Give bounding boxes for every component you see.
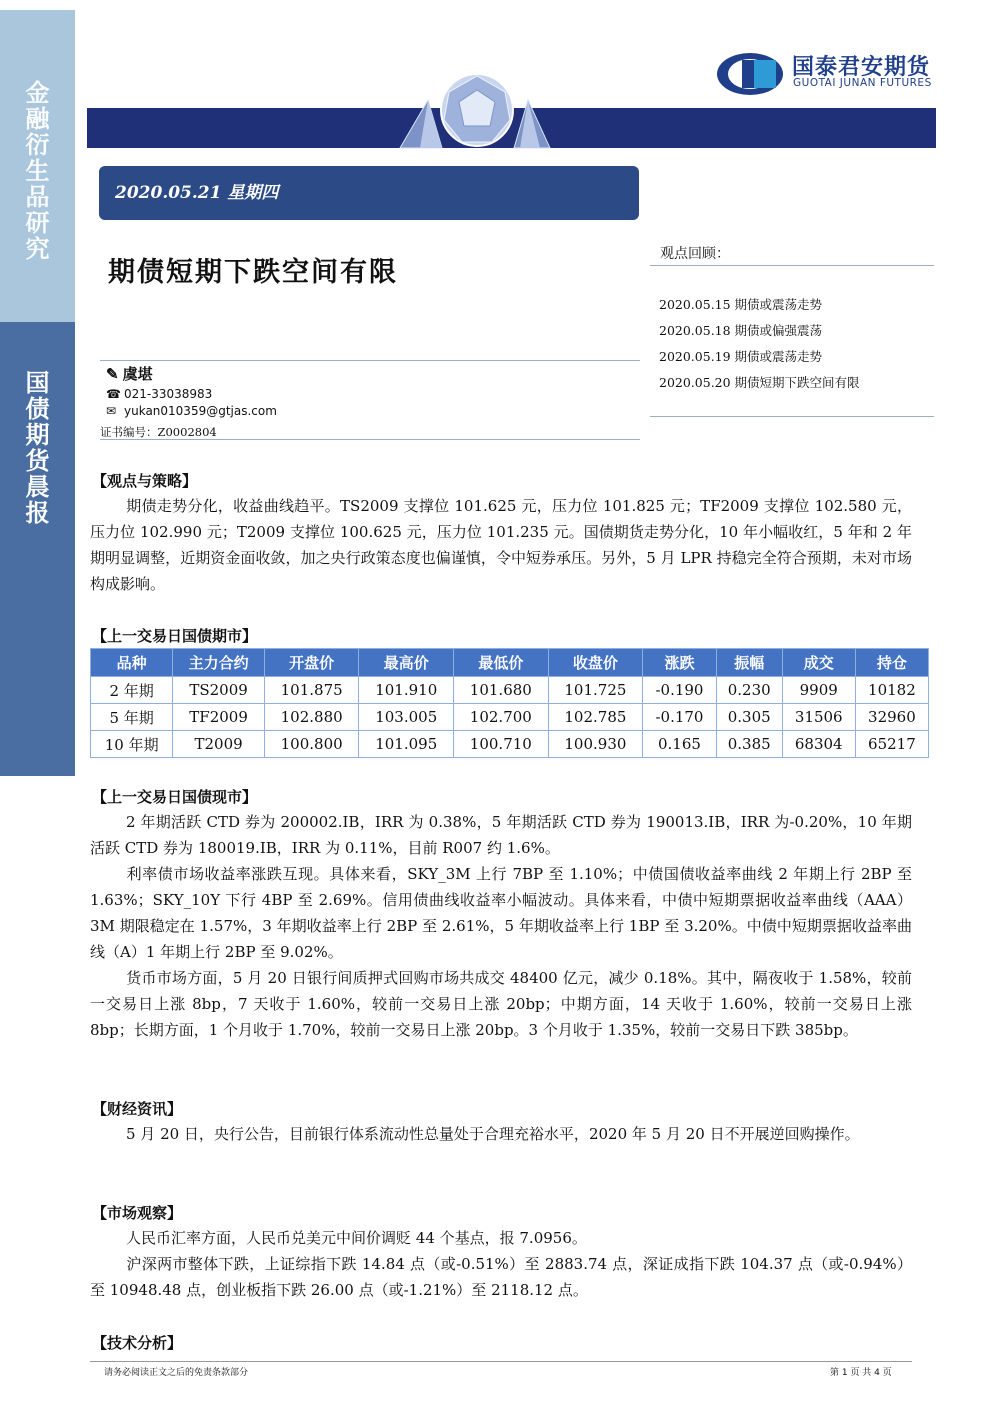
table-cell: 10182 [855,677,928,704]
date-banner [99,166,639,220]
column-header: 收盘价 [548,649,643,677]
sidebar-char: 货 [25,447,50,475]
column-header: 开盘价 [264,649,359,677]
news-paragraph: 5 月 20 日，央行公告，目前银行体系流动性总量处于合理充裕水平，2020 年 5 月 20 日不开展逆回购操作。 [126,1125,860,1143]
section-head-market: 【市场观察】 [92,1204,183,1222]
phone-icon: ☎ [106,387,121,401]
table-cell: TS2009 [173,677,265,704]
logo-emblem-icon [716,52,784,96]
section-head-strategy: 【观点与策略】 [92,472,198,490]
table-cell: 31506 [782,704,855,731]
spot-paragraph-3: 货币市场方面，5 月 20 日银行间质押式回购市场共成交 48400 亿元，减少 0.18%。其中，隔夜收于 1.58%，较前一交易日上涨 8bp，7 天收于 1.60%，较前一交易日上涨 20bp；中期方面，14 天收于 1.60%，较前一交易日上涨 8bp；长期方面，1 个月收于 1.70%，较前一交易日上涨 20bp。3 个月收于 1.35%，较前一交易日下跌 385bp。 [90,969,912,1039]
table-cell: 0.305 [716,704,782,731]
section-head-news: 【财经资讯】 [92,1100,183,1118]
report-title: 期债短期下跌空间有限 [108,257,398,288]
table-cell: 101.875 [264,677,359,704]
sidebar-char: 品 [25,183,50,211]
table-cell: 100.710 [454,731,549,758]
table-cell: 100.800 [264,731,359,758]
author-divider-top [100,360,640,361]
sidebar-label-research [0,80,75,262]
review-item[interactable]: 2020.05.20 期债短期下跌空间有限 [659,375,860,390]
table-cell: 101.725 [548,677,643,704]
diamond-graphic [380,70,570,150]
table-cell: 5 年期 [91,704,173,731]
column-header: 主力合约 [173,649,265,677]
table-cell: -0.170 [643,704,717,731]
author-email-row [106,404,277,418]
sidebar-char: 融 [25,105,50,133]
table-cell: -0.190 [643,677,717,704]
table-cell: 101.910 [359,677,454,704]
review-item[interactable]: 2020.05.18 期债或偏强震荡 [659,323,823,338]
spot-paragraph-1: 2 年期活跃 CTD 券为 200002.IB，IRR 为 0.38%，5 年期活跃 CTD 券为 190013.IB，IRR 为-0.20%，10 年期活跃 CTD 券为 180019.IB，IRR 为 0.11%，目前 R007 约 1.6%。 [90,813,912,857]
table-cell: 0.165 [643,731,717,758]
table-cell: 103.005 [359,704,454,731]
logo-cn-text: 国泰君安期货 [792,55,931,80]
sidebar-char: 生 [25,157,50,185]
review-list [659,292,860,396]
strategy-paragraph: 期债走势分化，收益曲线趋平。TS2009 支撑位 101.625 元，压力位 101.825 元；TF2009 支撑位 102.580 元，压力位 102.990 元；T2009 支撑位 100.625 元，压力位 101.235 元。国债期货走势分化，10 年小幅收红，5 年和 2 年期明显调整，近期资金面收敛，加之央行政策态度也偏谨慎，令中短券承压。另外，5 月 LPR 持稳完全符合预期，未对市场构成影响。 [90,497,912,593]
review-divider-bottom [650,416,934,417]
table-row [91,677,929,704]
table-cell: T2009 [173,731,265,758]
footer-disclaimer: 请务必阅读正文之后的免责条款部分 [104,1368,249,1378]
table-cell: 100.930 [548,731,643,758]
author-name: 虞堪 [122,365,153,383]
table-cell: 102.785 [548,704,643,731]
table-cell: 2 年期 [91,677,173,704]
table-cell: 9909 [782,677,855,704]
author-divider-bottom [100,439,640,440]
table-row [91,704,929,731]
sidebar-char: 究 [25,235,50,263]
column-header: 振幅 [716,649,782,677]
sidebar-char: 国 [25,369,50,397]
section-head-spot: 【上一交易日国债现市】 [92,788,258,806]
sidebar-char: 研 [25,209,50,237]
sidebar-char: 衍 [25,131,50,159]
section-head-tech: 【技术分析】 [92,1334,183,1352]
sidebar-char: 债 [25,395,50,423]
column-header: 涨跌 [643,649,717,677]
footer-divider [90,1361,912,1362]
author-email[interactable]: yukan010359@gtjas.com [124,404,277,418]
spot-paragraph-2: 利率债市场收益率涨跌互现。具体来看，SKY_3M 上行 7BP 至 1.10%；中债国债收益率曲线 2 年期上行 2BP 至 1.63%；SKY_10Y 下行 4BP 至 2.69%。信用债曲线收益率小幅波动。具体来看，中债中短期票据收益率曲线（AAA）3M 期限稳定在 1.57%，3 年期收益率上行 2BP 至 2.61%，5 年期收益率上行 1BP 至 3.20%。中债中短期票据收益率曲线（A）1 年期上行 2BP 至 9.02%。 [90,865,912,961]
table-cell: TF2009 [173,704,265,731]
review-item[interactable]: 2020.05.15 期债或震荡走势 [659,297,823,312]
table-cell: 0.385 [716,731,782,758]
author-phone-row [106,387,212,401]
table-cell: 65217 [855,731,928,758]
market-paragraph-2: 沪深两市整体下跌，上证综指下跌 14.84 点（或-0.51%）至 2883.74 点，深证成指下跌 104.37 点（或-0.94%）至 10948.48 点，创业板指下跌 26.00 点（或-1.21%）至 2118.12 点。 [90,1255,912,1299]
table-row [91,731,929,758]
report-date: 2020.05.21 星期四 [115,183,279,203]
table-cell: 101.680 [454,677,549,704]
author-phone: 021-33038983 [124,387,213,401]
table-cell: 10 年期 [91,731,173,758]
review-item[interactable]: 2020.05.19 期债或震荡走势 [659,349,823,364]
certificate-number: 证书编号：Z0002804 [100,425,217,439]
logo-en-text: GUOTAI JUNAN FUTURES [793,77,932,89]
column-header: 最低价 [454,649,549,677]
market-paragraph-1: 人民币汇率方面，人民币兑美元中间价调贬 44 个基点，报 7.0956。 [126,1229,587,1247]
table-cell: 102.880 [264,704,359,731]
table-cell: 32960 [855,704,928,731]
table-header-row [91,649,929,677]
sidebar-char: 期 [25,421,50,449]
table-cell: 101.095 [359,731,454,758]
sidebar-char: 晨 [25,473,50,501]
table-cell: 102.700 [454,704,549,731]
review-divider-top [650,265,934,266]
footer-page-number: 第 1 页 共 4 页 [830,1368,892,1378]
pen-icon: ✎ [106,365,119,383]
mail-icon: ✉ [106,404,117,418]
column-header: 持仓 [855,649,928,677]
review-title: 观点回顾： [660,246,730,262]
column-header: 最高价 [359,649,454,677]
table-cell: 0.230 [716,677,782,704]
section-head-futures: 【上一交易日国债期市】 [92,627,258,645]
futures-table [90,648,929,758]
sidebar-label-report [0,370,75,526]
column-header: 成交 [782,649,855,677]
sidebar-char: 金 [25,79,50,107]
sidebar-char: 报 [25,499,50,527]
column-header: 品种 [91,649,173,677]
table-cell: 68304 [782,731,855,758]
author-block [106,363,153,384]
company-logo [716,50,936,96]
